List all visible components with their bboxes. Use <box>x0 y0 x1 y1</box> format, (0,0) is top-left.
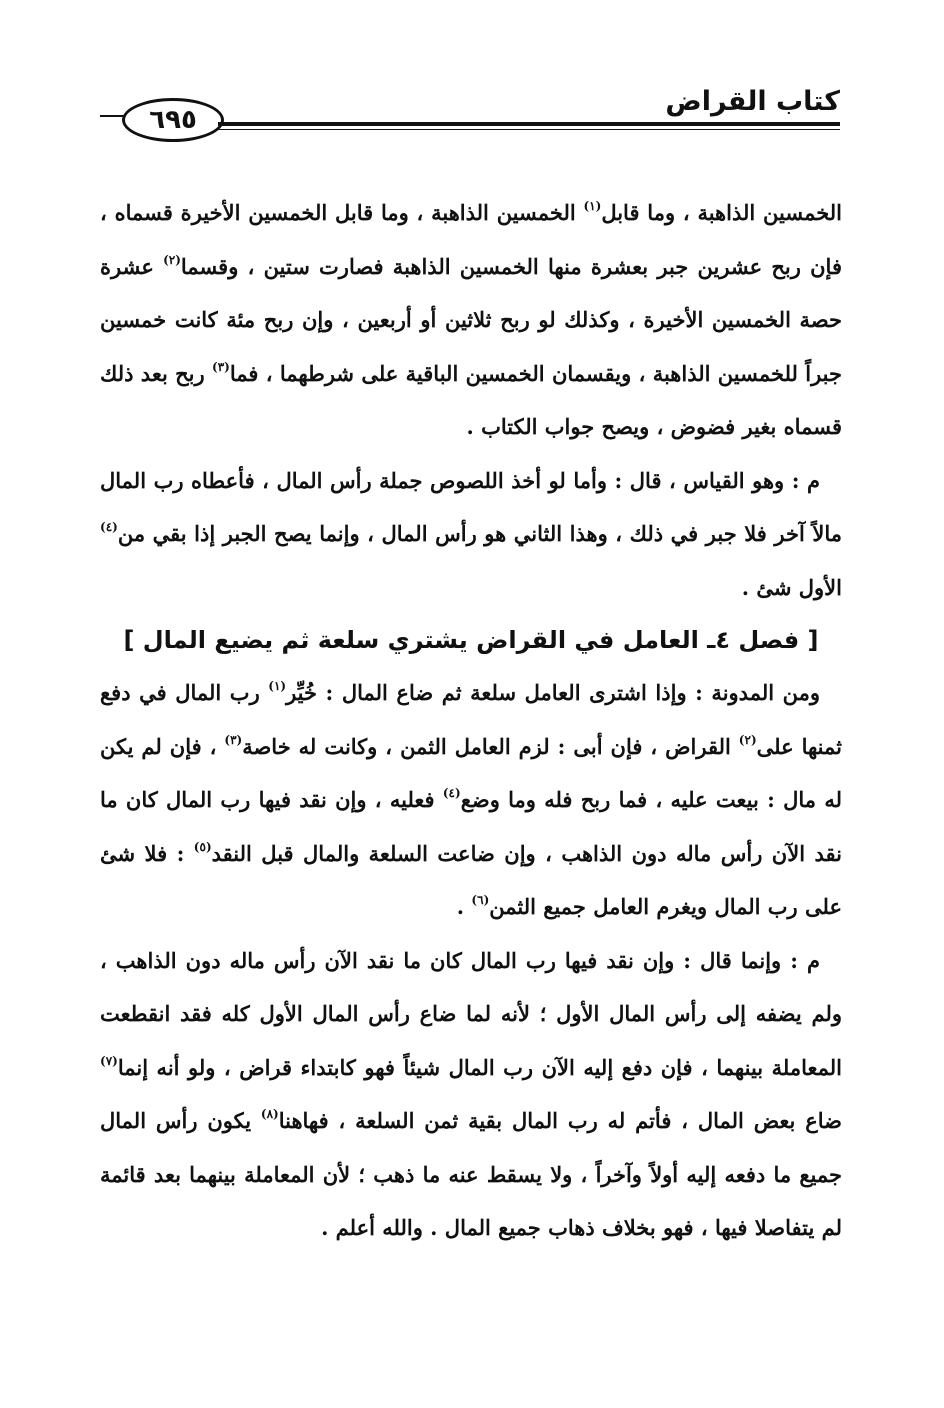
paragraph <box>100 934 842 1255</box>
body-text <box>100 186 842 1255</box>
footnote-marker: (٧) <box>100 1053 118 1068</box>
text-run: . <box>456 894 472 919</box>
text-run: ضاع بعض المال ، فأتم له رب المال بقية ثمن السلعة ، فهاهنا <box>278 1108 842 1133</box>
footnote-marker: (٤) <box>100 520 118 534</box>
footnote-marker: (٢) <box>738 732 757 747</box>
text-run: الأول شئ . <box>741 574 842 600</box>
paragraph <box>100 454 842 615</box>
text-run: الخمسين الذاهبة ، وما قابل <box>601 200 843 225</box>
book-title: كتاب القراض <box>665 86 840 117</box>
page-number-badge <box>122 98 224 142</box>
text-run: ومن المدونة : وإذا اشترى العامل سلعة ثم ضاع المال : خُيِّر <box>286 680 821 705</box>
paragraph <box>100 666 842 934</box>
text-run: يكون رأس المال جميع ما دفعه إليه أولاً وآخراً ، ولا يسقط عنه ما ذهب ؛ لأن المعاملة بينهما بعد قائمة لم يتفاصلا فيها ، فهو بخلاف ذهاب جميع المال . والله أعلم . <box>100 1108 842 1240</box>
footnote-marker: (٣) <box>212 359 230 374</box>
text-run: م : وإنما قال : وإن نقد فيها رب المال كان ما نقد الآن رأس ماله دون الذاهب ، ولم يضفه إلى رأس المال الأول ؛ لأنه لما ضاع رأس المال الأول كله فقد انقطعت المعاملة بينهما ، فإن دفع إليه الآن رب المال شيئاً فهو كابتداء قراض ، ولو أنه إنما <box>100 947 842 1080</box>
text-run: فعليه ، وإن نقد فيها رب المال كان ما نقد الآن رأس ماله دون الذاهب ، وإن ضاعت السلعة والمال قبل النقد <box>100 787 842 866</box>
text-run: ، فإن لم يكن له مال : بيعت عليه ، فما ربح فله وما وضع <box>100 733 842 812</box>
text-run: رب المال في دفع ثمنها على <box>100 680 842 759</box>
paragraph <box>100 186 842 454</box>
header-ornament-line <box>100 115 124 117</box>
footnote-marker: (٢) <box>163 252 181 267</box>
text-run: القراض ، فإن أبى : لزم العامل الثمن ، وكانت له خاصة <box>242 733 739 759</box>
text-run: الخمسين الذاهبة ، وما قابل الخمسين الأخيرة قسماه ، فإن ربح عشرين جبر بعشرة منها الخمسين الذاهبة فصارت ستين ، وقسما <box>100 200 842 279</box>
header-rule-thick <box>218 122 840 126</box>
section-heading: [ فصل ٤ـ العامل في القراض يشتري سلعة ثم يضيع المال ] <box>123 626 819 654</box>
footnote-marker: (٤) <box>442 786 461 800</box>
text-run: م : وهو القياس ، قال : وأما لو أخذ اللصوص جملة رأس المال ، فأعطاه رب المال مالاً آخر فلا جبر في ذلك ، وهذا الثاني هو رأس المال ، وإنما يصح الجبر إذا بقي من <box>100 467 842 546</box>
header-rule-thin <box>218 129 840 130</box>
footnote-marker: (١) <box>583 199 602 213</box>
footnote-marker: (٣) <box>224 732 243 747</box>
text-run: : فلا شئ على رب المال ويغرم العامل جميع الثمن <box>100 840 842 919</box>
footnote-marker: (١) <box>268 679 287 693</box>
page-header <box>100 84 840 144</box>
page-number: ٦٩٥ <box>149 105 197 135</box>
footnote-marker: (٥) <box>193 839 212 854</box>
text-run: ربح بعد ذلك قسماه بغير فضوض ، ويصح جواب الكتاب . <box>100 360 842 439</box>
footnote-marker: (٨) <box>260 1107 279 1121</box>
text-run: عشرة حصة الخمسين الأخيرة ، وكذلك لو ربح ثلاثين أو أربعين ، وإن ربح مئة كانت خمسين جبراً للخمسين الذاهبة ، ويقسمان الخمسين الباقية على شرطهما ، فما <box>100 253 842 386</box>
footnote-marker: (٦) <box>471 893 490 907</box>
